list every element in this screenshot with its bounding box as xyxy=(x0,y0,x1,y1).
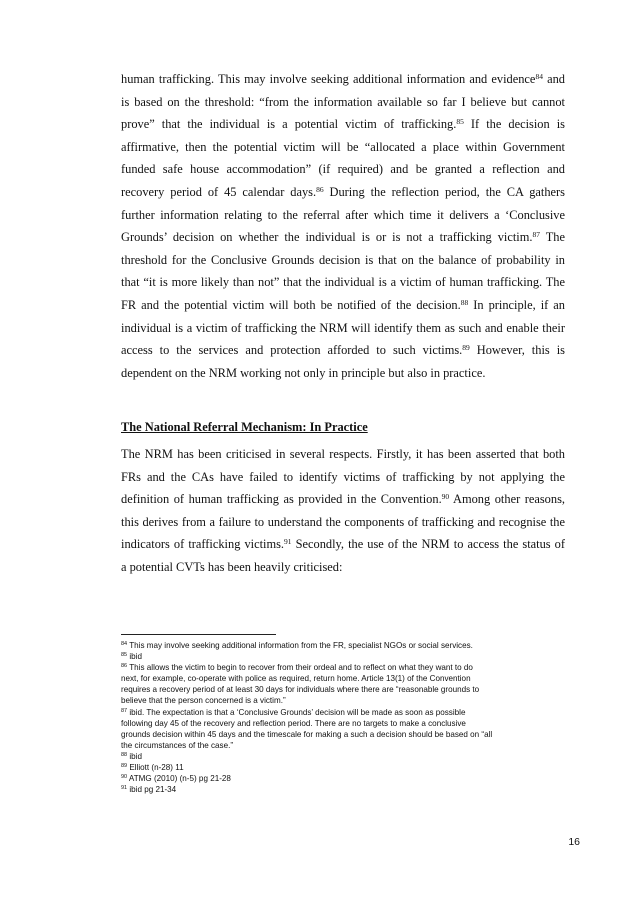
footnote-line: requires a recovery period of at least 30 days for individuals where there are “reasonable grounds to xyxy=(121,685,480,695)
body-line: funded safe house accommodation” (if required) and be granted a reflection and xyxy=(121,162,565,177)
footnote-line: grounds decision within 45 days and the timescale for making a such a decision should be based on “all xyxy=(121,729,493,739)
body-line: a potential CVTs has been heavily criticised: xyxy=(121,559,343,574)
body-line: recovery period of 45 calendar days.$^{86}$ During the reflection period, the CA gathers xyxy=(121,184,565,199)
section-heading-block xyxy=(121,416,565,439)
footnote-ref: 88 xyxy=(460,297,469,307)
body-line: Grounds’ decision on whether the individual is or is not a trafficking victim.$^{87}$ The xyxy=(121,230,565,245)
body-line: access to the services and protection afforded to such victims.$^{89}$ However, this is xyxy=(121,343,565,358)
footnote-ref: 89 xyxy=(462,343,470,353)
footnote-line: $^{85}$ ibid xyxy=(121,652,142,662)
body-line: indicators of trafficking victims.$^{91}$ Secondly, the use of the NRM to access the status of xyxy=(121,537,566,552)
body-line: is based on the threshold: “from the information available so far I believe but cannot xyxy=(121,94,565,109)
footnote-line: $^{87}$ ibid. The expectation is that a ‘Conclusive Grounds’ decision will be made as soon as possible xyxy=(121,707,466,717)
section-heading: The National Referral Mechanism: In Practice xyxy=(121,420,368,434)
body-line: that “it is more likely than not” that the individual is a victim of human trafficking. The xyxy=(121,275,565,290)
body-line: threshold for the Conclusive Grounds decision is that on the balance of probability in xyxy=(121,252,565,267)
footnote-ref: 85 xyxy=(456,117,464,127)
footnote-line: $^{84}$ This may involve seeking additional information from the FR, specialist NGOs or social services. xyxy=(121,641,473,650)
footnote-line: $^{90}$ ATMG (2010) (n-5) pg 21-28 xyxy=(121,774,231,784)
body-line: dependent on the NRM working not only in principle but also in practice. xyxy=(121,365,486,380)
footnote-line: following day 45 of the recovery and reflection period. There are no targets to make a conclusive xyxy=(121,718,466,728)
footnote-separator xyxy=(121,634,276,635)
body-line: FR and the potential victim will both be notified of the decision.$^{88}$ In principle, if an xyxy=(121,297,565,312)
footnote-line: $^{91}$ ibid pg 21-34 xyxy=(121,785,177,795)
footnote-line: the circumstances of the case.” xyxy=(121,740,234,750)
body-line: further information relating to the referral after which time it delivers a ‘Conclusive xyxy=(121,207,565,222)
footnote-ref: 87 xyxy=(532,230,540,240)
footnote-ref: 91 xyxy=(284,537,292,547)
footnote-line: next, for example, co-operate with police as required, return home. Article 13(1) of the Convention xyxy=(121,674,471,684)
footnote-line: believe that the person concerned is a victim.” xyxy=(121,696,286,706)
body-line: definition of human trafficking as provided in the Convention.$^{90}$ Among other reasons, xyxy=(121,492,565,507)
footnotes xyxy=(121,640,567,795)
body-line: human trafficking. This may involve seeking additional information and evidence$^{84}$ and xyxy=(121,72,565,86)
body-paragraph-1 xyxy=(121,68,565,384)
footnote-line: $^{86}$ This allows the victim to begin to recover from their ordeal and to reflect on what they want to do xyxy=(121,663,473,673)
body-line: The NRM has been criticised in several respects. Firstly, it has been asserted that both xyxy=(121,447,565,461)
footnote-ref: 90 xyxy=(441,492,450,502)
footnote-ref: 86 xyxy=(316,184,324,194)
footnote-line: $^{89}$ Elliott (n-28) 11 xyxy=(121,763,184,773)
body-line: affirmative, then the potential victim will be “allocated a place within Government xyxy=(121,139,565,154)
body-line: individual is a victim of trafficking the NRM will identify them as such and enable their xyxy=(121,320,565,335)
body-line: prove” that the individual is a potential victim of trafficking.$^{85}$ If the decision is xyxy=(121,117,565,132)
body-line: FRs and the CAs have failed to identify victims of trafficking by not applying the xyxy=(121,469,565,484)
page-number: 16 xyxy=(568,836,580,848)
body-line: this derives from a failure to understand the components of trafficking and recognise the xyxy=(121,514,565,529)
footnote-line: $^{88}$ ibid xyxy=(121,751,142,761)
body-paragraph-2 xyxy=(121,443,565,579)
footnote-ref: 84 xyxy=(535,72,543,81)
